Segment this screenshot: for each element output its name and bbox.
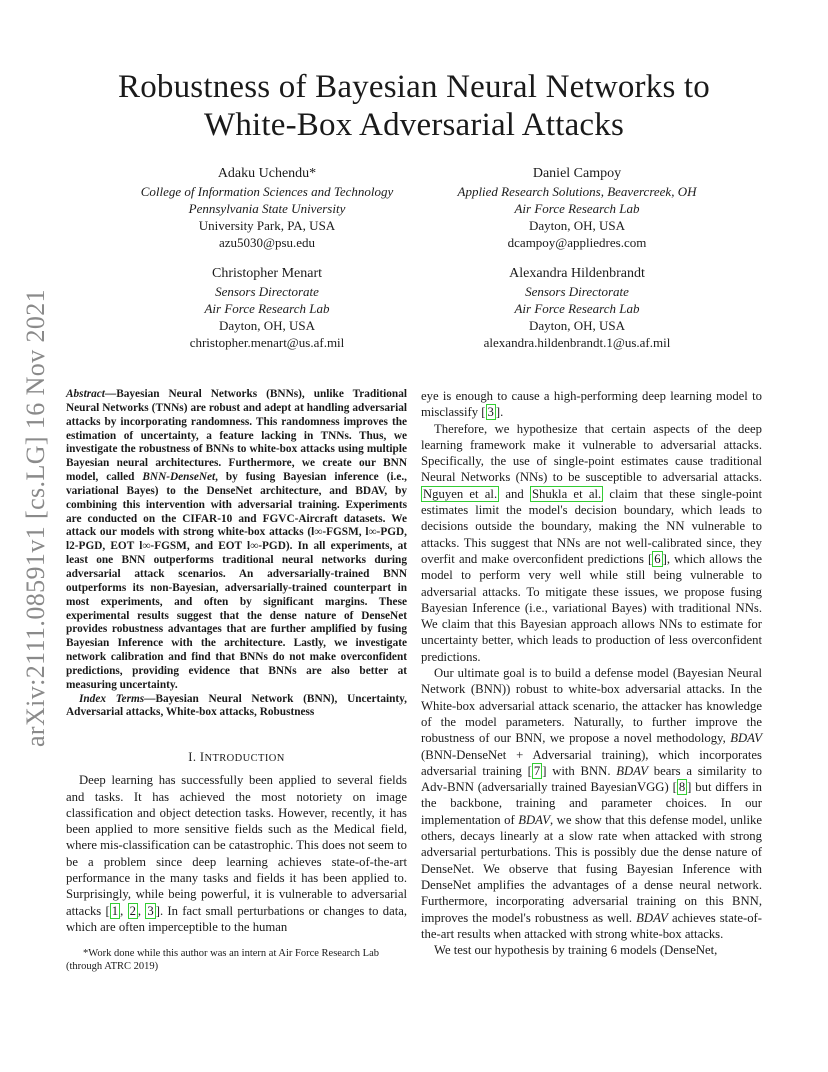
citation-link[interactable]: 3 [147,903,154,918]
index-terms-text: —Bayesian Neural Network (BNN), Uncertainty, Adversarial attacks, White-box attacks, Robustness [66,692,407,719]
citation-link[interactable]: 1 [111,903,119,918]
abstract-text-2: , by fusing Bayesian inference (i.e., variational Bayes) to the DenseNet architecture, and BDAV, by combining this intervention with adversarial training. Experiments are conducted on the CIFAR-10 and FGVC-Aircraft datasets. We attack our models with strong white-box attacks (l∞-FGSM, l∞-PGD, l2-PGD, EOT l∞-FGSM, and EOT l∞-PGD). In all experiments, at least one BNN outperforms traditional neural networks during adversarial attack scenarios. An adversarially-trained BNN outperforms its non-Bayesian, adversarially-trained counterpart in most experiments, and often by significant margins. These experimental results suggest that the dense nature of DenseNet provides robustness advantages that are further amplified by fusing Bayesian Inference with the architecture. Lastly, we investigate network calibration and find that BNNs do not make overconfident predictions, providing evidence that BNNs are also better at measuring uncertainty. [66,471,407,691]
author-block-4 [397,265,757,351]
citation-link[interactable]: 2 [129,903,136,918]
abstract-model-name: BNN-DenseNet [142,471,216,484]
author-affiliation: College of Information Sciences and Technology [140,184,394,199]
introduction-section [66,749,407,935]
author-name: Christopher Menart [211,266,323,281]
author-email: alexandra.hildenbrandt.1@us.af.mil [483,335,671,350]
author-affiliation: Sensors Directorate [525,284,629,299]
author-name: Daniel Campoy [532,166,622,181]
section-heading: I. INTRODUCTION [188,750,285,764]
author-affiliation: Air Force Research Lab [514,301,640,316]
author-affiliation: Sensors Directorate [215,284,319,299]
paper-title-line-2: White-Box Adversarial Attacks [203,107,625,143]
author-email: azu5030@psu.edu [218,235,316,250]
citation-link[interactable]: Shukla et al. [531,486,602,501]
citation-link[interactable]: 7 [533,763,541,778]
paragraph: We test our hypothesis by training 6 models (DenseNet, [434,943,718,958]
author-affiliation: Air Force Research Lab [204,301,330,316]
author-location: Dayton, OH, USA [218,318,316,333]
author-location: University Park, PA, USA [198,218,336,233]
author-affiliation: Air Force Research Lab [514,201,640,216]
index-terms-label: Index Terms [79,692,145,705]
author-block-1 [87,165,447,251]
abstract-text: —Bayesian Neural Networks (BNNs), unlike Traditional Neural Networks (TNNs) are robust and adept at handling adversarial attacks by incorporating randomness. This randomness improves the estimation of uncertainty, a feature lacking in TNNs. Thus, we investigate the robustness of BNNs to white-box attacks using multiple Bayesian neural architectures. Furthermore, we create our BNN model, called [66,388,407,484]
author-affiliation: Applied Research Solutions, Beavercreek, OH [457,184,697,199]
paragraph: Therefore, we hypothesize that certain aspects of the deep learning framework make it vulnerable to adversarial attacks. Specifically, the use of single-point estimates cause traditional Neural Networks (NNs) to be susceptible to adversarial attacks. Nguyen et al. and Shukla et al. claim that these single-point estimates limit the model's decision boundary, which leads to decisions outside the boundary, making the NN vulnerable to attacks. This suggest that NNs are not well-calibrated since, they overfit and make overconfident predictions [ 6 ], which allows the model to perform very well while still being vulnerable to adversarial attacks. To mitigate these issues, we propose fusing Bayesian Inference (i.e., variational Bayes) with traditional NNs. We claim that this Bayesian approach allows NNs to estimate for uncertainty better, which leads to production of less overconfident predictions. [421,421,763,664]
citation-link[interactable]: 8 [678,780,686,795]
intro-paragraph: Deep learning has successfully been applied to several fields and tasks. It has achieved the most notoriety on image classification and object detection tasks. However, recently, it has been applied to more sensitive fields such as the Medical field, where mis-classification can be catastrophic. This does not seem to be a problem since deep learning achieves state-of-the-art performance in the many tasks and fields it has been applied to. Surprisingly, while being powerful, it is vulnerable to adversarial attacks [ 1 , 2 , 3 ]. In fact small perturbations or changes to data, which are often imperceptible to the human [66,773,408,934]
author-block-3 [87,265,447,351]
abstract-label: Abstract [66,388,105,400]
abstract [66,388,407,720]
author-location: Dayton, OH, USA [528,318,626,333]
author-location: Dayton, OH, USA [528,218,626,233]
author-affiliation: Pennsylvania State University [188,201,346,216]
author-email: christopher.menart@us.af.mil [189,335,345,350]
paper-title-line-1: Robustness of Bayesian Neural Networks to [117,69,711,105]
author-name: Adaku Uchendu* [217,166,317,181]
citation-link[interactable]: Nguyen et al. [423,486,498,501]
citation-link[interactable]: 3 [487,405,494,420]
right-column [421,388,762,958]
author-name: Alexandra Hildenbrandt [509,266,645,281]
citation-link[interactable]: 6 [654,551,661,566]
author-email: dcampoy@appliedres.com [507,235,647,250]
footnote: *Work done while this author was an intern at Air Force Research Lab (through ATRC 2019) [66,948,379,972]
paragraph: Our ultimate goal is to build a defense model (Bayesian Neural Network (BNN)) robust to white-box adversarial attacks. In the White-box adversarial attack scenario, the attacker has knowledge of the model parameters. Naturally, to further improve the robustness of our BNN, we propose a novel methodology, BDAV (BNN-DenseNet + Adversarial training), which incorporates adversarial training [ 7 ] with BNN. BDAV bears a similarity to Adv-BNN (adversarially trained BayesianVGG) [ 8 ] but differs in the backbone, training and parameter choices. In our implementation of BDAV, we show that this defense model, unlike others, decays linearly at a slow rate when attacked with strong adversarial perturbations. This is possibly due the dense nature of DenseNet. We observe that fusing Bayesian Inference with DenseNet amplifies the advantages of a dense neural network. Furthermore, incorporating adversarial training on this BNN, improves the model's robustness as well. BDAV achieves state-of-the-art results when attacked with strong white-box attacks. [421,666,763,941]
arxiv-identifier: arXiv:2111.08591v1 [cs.LG] 16 Nov 2021 [21,288,50,748]
paragraph: eye is enough to cause a high-performing deep learning model to misclassify [ 3 ]. [421,389,762,420]
index-terms [66,693,407,721]
author-block-2 [397,165,757,251]
